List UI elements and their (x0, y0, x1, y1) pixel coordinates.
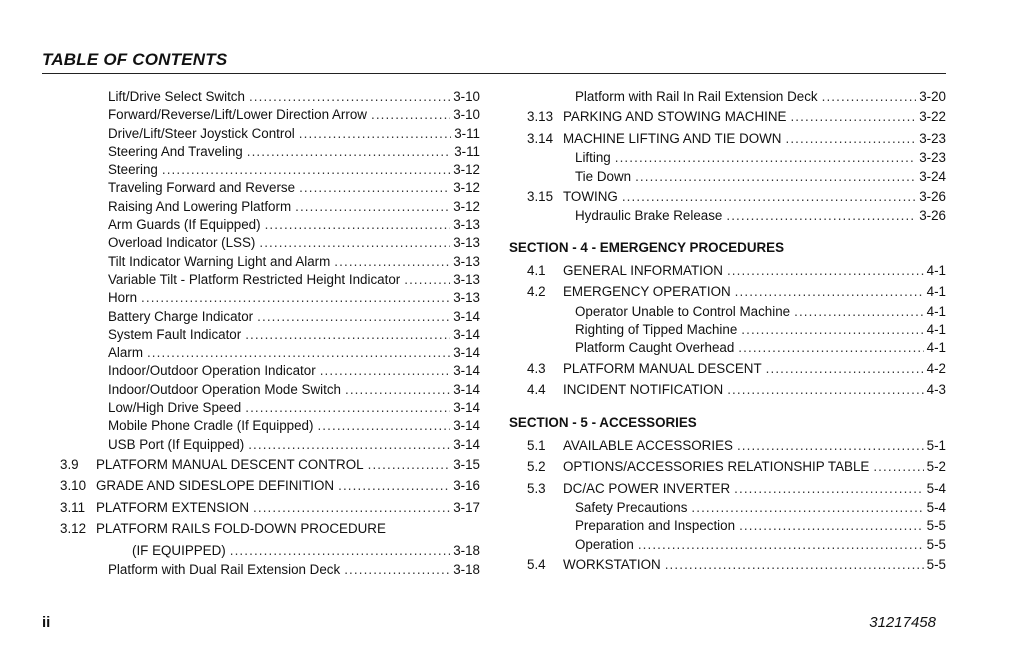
toc-entry-page: 3-13 (453, 253, 480, 269)
toc-entry[interactable] (60, 436, 480, 454)
toc-entry-page: 3-13 (453, 217, 480, 233)
toc-entry[interactable] (509, 106, 946, 128)
toc-entry[interactable] (509, 186, 946, 208)
toc-entry-page: 3-14 (453, 308, 480, 324)
toc-dot-leader (230, 540, 450, 562)
toc-entry[interactable] (60, 475, 480, 497)
toc-entry-title: Horn (108, 290, 138, 306)
toc-dot-leader (635, 168, 916, 186)
toc-entry-page: 5-4 (926, 500, 946, 516)
toc-dot-leader (247, 143, 451, 161)
toc-entry[interactable] (60, 198, 480, 216)
toc-entry[interactable] (60, 381, 480, 399)
toc-entry-title: INCIDENT NOTIFICATION (563, 382, 724, 398)
toc-entry-number: 3.15 (527, 188, 554, 204)
toc-entry-title: Raising And Lowering Platform (108, 198, 292, 214)
toc-entry-title: Operator Unable to Control Machine (575, 303, 791, 319)
toc-entry-title: Low/High Drive Speed (108, 400, 242, 416)
toc-entry[interactable] (509, 554, 946, 576)
toc-dot-leader (345, 381, 450, 399)
toc-entry-number: 3.11 (60, 499, 86, 515)
toc-dot-leader (344, 561, 450, 579)
toc-entry[interactable] (60, 106, 480, 124)
toc-dot-leader (727, 379, 923, 401)
title-rule (42, 73, 946, 74)
toc-entry-page: 3-14 (453, 400, 480, 416)
toc-entry[interactable] (60, 125, 480, 143)
toc-entry[interactable] (60, 271, 480, 289)
toc-entry-page: 5-5 (926, 518, 946, 534)
toc-entry-title: Indoor/Outdoor Operation Indicator (108, 363, 316, 379)
toc-entry[interactable] (509, 303, 946, 321)
toc-dot-leader (368, 454, 451, 476)
toc-dot-leader (726, 207, 916, 225)
toc-entry[interactable] (60, 179, 480, 197)
toc-dot-leader (320, 362, 451, 380)
toc-entry-title: Tie Down (575, 168, 632, 184)
toc-entry-page: 3-11 (454, 143, 480, 159)
toc-entry-page: 3-20 (919, 89, 946, 104)
toc-entry-page: 3-14 (453, 363, 480, 379)
toc-entry[interactable] (509, 260, 946, 282)
toc-entry-page: 3-14 (453, 436, 480, 452)
toc-entry-title: Operation (575, 536, 634, 552)
toc-entry[interactable] (509, 339, 946, 357)
toc-left-column (60, 88, 480, 580)
toc-entry[interactable] (60, 289, 480, 307)
toc-entry-title: Lifting (575, 150, 611, 166)
toc-dot-leader (615, 149, 916, 167)
toc-entry-title: Preparation and Inspection (575, 518, 736, 534)
toc-dot-leader (622, 186, 916, 208)
toc-entry-page: 3-14 (453, 418, 480, 434)
toc-entry[interactable] (509, 435, 946, 457)
toc-entry-title: GENERAL INFORMATION (563, 262, 723, 278)
toc-entry-number: 5.1 (527, 437, 546, 453)
toc-entry-number: 3.13 (527, 109, 554, 125)
toc-entry-number: 3.14 (527, 130, 554, 146)
toc-entry-title: EMERGENCY OPERATION (563, 284, 731, 300)
toc-entry[interactable] (60, 143, 480, 161)
toc-entry-title: Indoor/Outdoor Operation Mode Switch (108, 381, 341, 397)
toc-entry-page: 3-22 (919, 109, 946, 125)
toc-dot-leader (734, 478, 923, 500)
toc-entry-title: AVAILABLE ACCESSORIES (563, 437, 733, 453)
toc-entry-number: 5.3 (527, 480, 546, 496)
toc-entry[interactable] (60, 216, 480, 234)
toc-entry[interactable] (509, 517, 946, 535)
toc-dot-leader (147, 344, 450, 362)
toc-entry-page: 3-26 (919, 208, 946, 224)
toc-entry-title: Tilt Indicator Warning Light and Alarm (108, 253, 331, 269)
toc-entry[interactable] (60, 454, 480, 476)
toc-entry[interactable] (60, 253, 480, 271)
toc-entry[interactable] (60, 308, 480, 326)
toc-entry-page: 3-14 (453, 326, 480, 342)
toc-dot-leader (162, 161, 450, 179)
toc-entry-title: Steering And Traveling (108, 143, 243, 159)
toc-entry-title: Safety Precautions (575, 500, 688, 516)
toc-dot-leader (737, 435, 924, 457)
toc-dot-leader (299, 125, 451, 143)
toc-entry-title: Arm Guards (If Equipped) (108, 217, 261, 233)
toc-entry-title: Steering (108, 162, 158, 178)
toc-entry-title: Overload Indicator (LSS) (108, 235, 256, 251)
toc-dot-leader (727, 260, 924, 282)
toc-entry-number: 4.2 (527, 284, 546, 300)
toc-dot-leader (404, 271, 450, 289)
toc-entry-page: 5-5 (926, 556, 946, 572)
toc-entry-number: 5.4 (527, 556, 546, 572)
toc-entry-title: DC/AC POWER INVERTER (563, 480, 731, 496)
toc-entry-title: Variable Tilt - Platform Restricted Height Indicator (108, 271, 401, 287)
toc-entry-page: 3-13 (453, 235, 480, 251)
toc-entry-number: 4.1 (527, 262, 546, 278)
toc-entry[interactable] (509, 149, 946, 167)
toc-entry[interactable] (509, 281, 946, 303)
toc-entry-number: 3.12 (60, 521, 87, 537)
toc-entry-page: 3-13 (453, 290, 480, 306)
toc-entry-page: 5-2 (926, 459, 946, 475)
toc-dot-leader (245, 399, 450, 417)
toc-dot-leader (257, 308, 450, 326)
toc-entry-page: 4-1 (926, 284, 946, 300)
toc-dot-leader (766, 358, 924, 380)
toc-entry-page: 4-2 (926, 360, 946, 376)
toc-entry-title: OPTIONS/ACCESSORIES RELATIONSHIP TABLE (563, 459, 870, 475)
toc-entry-page: 3-18 (453, 542, 480, 558)
toc-entry[interactable] (60, 362, 480, 380)
toc-entry[interactable] (509, 478, 946, 500)
toc-dot-leader (249, 88, 450, 106)
toc-entry-title: PLATFORM MANUAL DESCENT (563, 360, 762, 376)
toc-entry-page: 5-4 (926, 480, 946, 496)
toc-entry-page: 4-1 (926, 340, 946, 356)
toc-dot-leader (638, 536, 924, 554)
toc-dot-leader (338, 475, 450, 497)
toc-dot-leader (735, 281, 924, 303)
toc-entry[interactable] (509, 379, 946, 401)
footer-doc-number: 31217458 (869, 614, 936, 631)
toc-entry-title: Lift/Drive Select Switch (108, 89, 245, 104)
toc-entry-title: Platform with Rail In Rail Extension Deck (575, 89, 818, 104)
toc-entry[interactable] (509, 168, 946, 186)
toc-entry-title: Mobile Phone Cradle (If Equipped) (108, 418, 314, 434)
toc-entry-title: PLATFORM EXTENSION (96, 499, 250, 515)
toc-entry-page: 4-1 (926, 303, 946, 319)
toc-entry[interactable] (60, 561, 480, 579)
toc-entry-title: TOWING (563, 188, 618, 204)
toc-dot-leader (248, 436, 450, 454)
toc-entry[interactable] (509, 536, 946, 554)
toc-entry-title: Platform with Dual Rail Extension Deck (108, 562, 341, 578)
toc-entry[interactable] (60, 417, 480, 435)
toc-entry-page: 5-5 (926, 536, 946, 552)
toc-entry-page: 3-26 (919, 188, 946, 204)
toc-entry-title: PLATFORM RAILS FOLD-DOWN PROCEDURE (96, 521, 386, 537)
toc-entry-page: 3-12 (453, 162, 480, 178)
toc-entry-page: 3-17 (453, 499, 480, 515)
toc-dot-leader (265, 216, 451, 234)
toc-entry-page: 3-13 (453, 271, 480, 287)
toc-entry-number: 4.3 (527, 360, 546, 376)
toc-dot-leader (790, 106, 916, 128)
toc-entry-title: Forward/Reverse/Lift/Lower Direction Arrow (108, 107, 367, 123)
toc-entry[interactable] (60, 161, 480, 179)
toc-dot-leader (739, 517, 924, 535)
toc-entry-title: System Fault Indicator (108, 326, 242, 342)
toc-dot-leader (738, 339, 923, 357)
toc-entry[interactable] (509, 456, 946, 478)
toc-entry[interactable] (509, 88, 946, 106)
toc-dot-leader (141, 289, 450, 307)
toc-entry[interactable] (509, 128, 946, 150)
toc-dot-leader (299, 179, 450, 197)
toc-dot-leader (245, 326, 450, 344)
toc-entry-title: PARKING AND STOWING MACHINE (563, 109, 787, 125)
toc-dot-leader (317, 417, 450, 435)
toc-dot-leader (785, 128, 916, 150)
toc-entry-number: 3.9 (60, 456, 79, 472)
toc-dot-leader (334, 253, 450, 271)
toc-dot-leader (873, 456, 923, 478)
toc-entry-page: 3-24 (919, 168, 946, 184)
toc-dot-leader (295, 198, 450, 216)
section-heading[interactable]: SECTION - 5 - ACCESSORIES (509, 414, 697, 430)
toc-entry-number: 5.2 (527, 459, 546, 475)
toc-dot-leader (691, 499, 923, 517)
toc-dot-leader (253, 497, 450, 519)
toc-entry[interactable] (60, 540, 480, 562)
toc-entry-page: 3-15 (453, 456, 480, 472)
toc-entry-title: Traveling Forward and Reverse (108, 180, 296, 196)
toc-entry-title: Righting of Tipped Machine (575, 321, 738, 337)
toc-right-column (509, 88, 946, 575)
toc-entry-number: 4.4 (527, 382, 546, 398)
toc-entry-page: 3-12 (453, 198, 480, 214)
toc-entry-page: 3-18 (453, 562, 480, 578)
toc-entry-title: (IF EQUIPPED) (132, 542, 226, 558)
toc-entry-title: GRADE AND SIDESLOPE DEFINITION (96, 478, 335, 494)
toc-entry-title: PLATFORM MANUAL DESCENT CONTROL (96, 456, 364, 472)
toc-entry[interactable] (60, 344, 480, 362)
toc-entry[interactable] (60, 399, 480, 417)
toc-entry-title: Platform Caught Overhead (575, 340, 735, 356)
toc-entry-title: MACHINE LIFTING AND TIE DOWN (563, 130, 782, 146)
toc-entry-page: 4-1 (926, 321, 946, 337)
toc-entry-page: 3-14 (453, 345, 480, 361)
toc-entry-title: Battery Charge Indicator (108, 308, 254, 324)
toc-entry-page: 3-12 (453, 180, 480, 196)
toc-entry-page: 3-11 (454, 125, 480, 141)
toc-entry-title: Alarm (108, 345, 143, 361)
toc-dot-leader (794, 303, 924, 321)
section-heading[interactable]: SECTION - 4 - EMERGENCY PROCEDURES (509, 239, 785, 255)
toc-entry-title: Drive/Lift/Steer Joystick Control (108, 125, 295, 141)
toc-entry-page: 3-10 (453, 89, 480, 104)
toc-entry-page: 4-3 (926, 382, 946, 398)
toc-entry[interactable] (60, 88, 480, 106)
toc-entry[interactable] (60, 518, 480, 540)
toc-entry-title: USB Port (If Equipped) (108, 436, 245, 452)
toc-dot-leader (371, 106, 450, 124)
toc-dot-leader (665, 554, 924, 576)
toc-entry-page: 3-10 (453, 107, 480, 123)
toc-entry-page: 3-23 (919, 150, 946, 166)
toc-entry-page: 3-23 (919, 130, 946, 146)
toc-entry[interactable] (509, 207, 946, 225)
toc-dot-leader (741, 321, 923, 339)
toc-entry-title: Hydraulic Brake Release (575, 208, 723, 224)
toc-entry[interactable] (60, 497, 480, 519)
footer-page-label: ii (42, 614, 51, 631)
toc-dot-leader (259, 234, 450, 252)
toc-dot-leader (822, 88, 917, 106)
toc-entry-page: 3-16 (453, 478, 480, 494)
toc-entry-page: 3-14 (453, 381, 480, 397)
toc-entry[interactable] (60, 326, 480, 344)
toc-entry[interactable] (60, 234, 480, 252)
toc-entry-page: 4-1 (926, 262, 946, 278)
page-title: TABLE OF CONTENTS (42, 50, 228, 69)
toc-entry-page: 5-1 (926, 437, 946, 453)
toc-entry-title: WORKSTATION (563, 556, 661, 572)
toc-entry[interactable] (509, 358, 946, 380)
toc-entry-number: 3.10 (60, 478, 87, 494)
toc-entry[interactable] (509, 499, 946, 517)
toc-entry[interactable] (509, 321, 946, 339)
